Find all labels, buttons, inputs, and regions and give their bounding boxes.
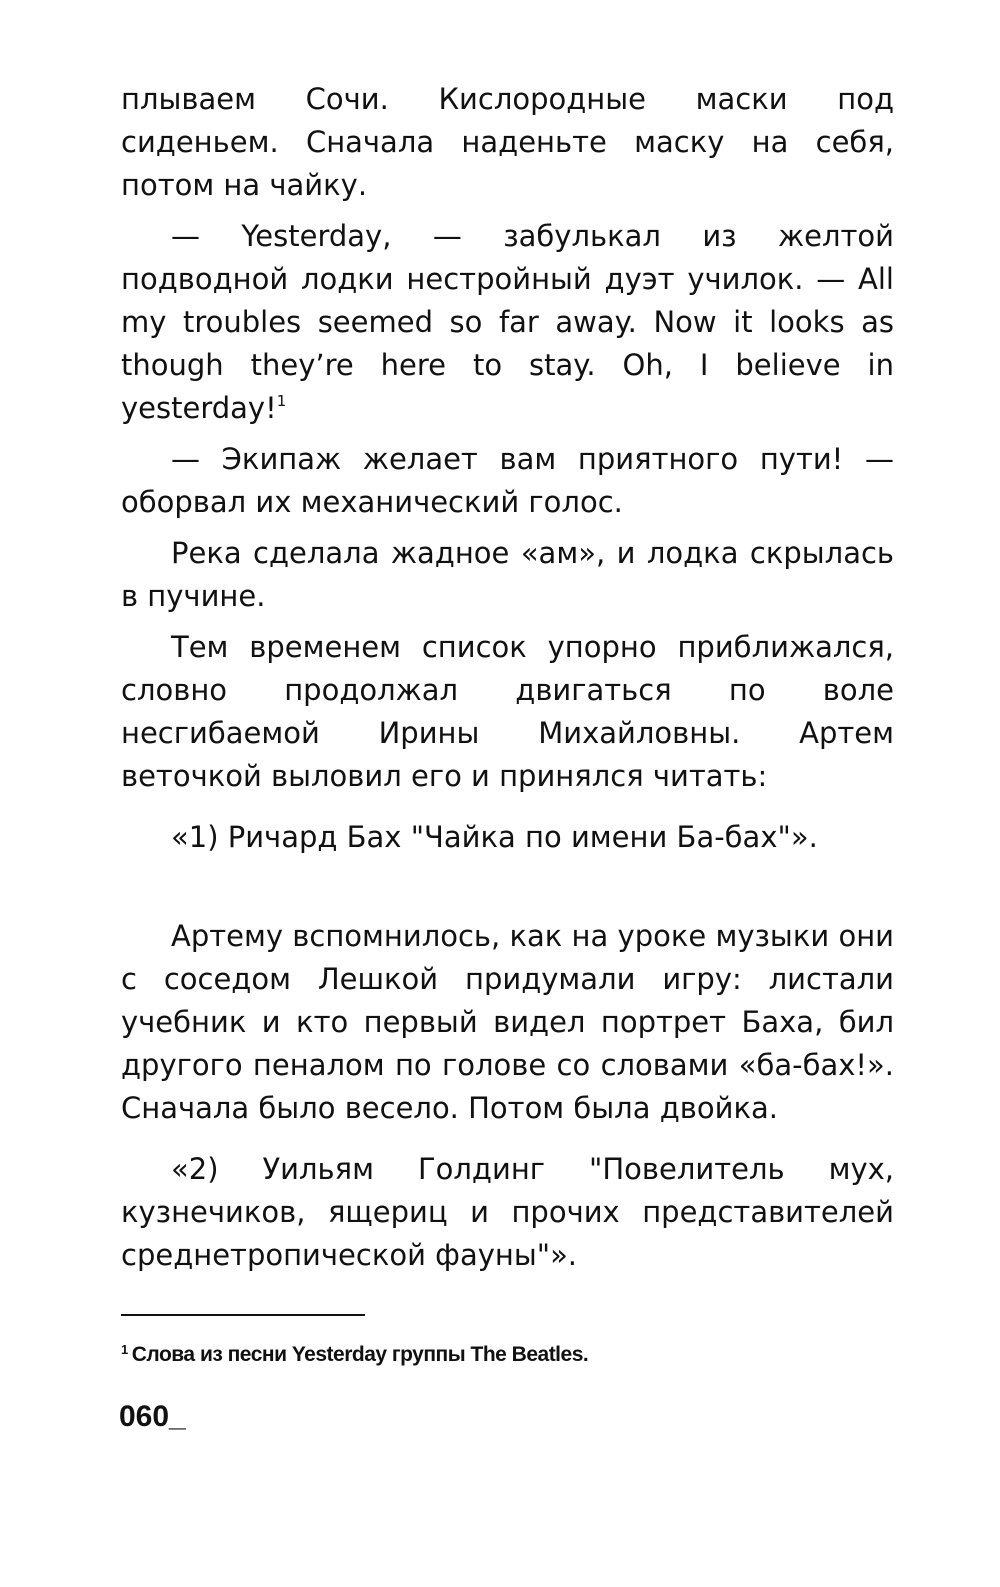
footnote xyxy=(121,1340,588,1370)
paragraph-5: Тем временем список упорно приближался, словно продолжал двигаться по воле несгибаемой Ирины Михайловны. Артем веточкой выловил его и принялся читать: xyxy=(121,630,894,793)
paragraph-3: — Экипаж желает вам приятного пути! — оборвал их механический голос. xyxy=(121,442,894,519)
footnote-reference: 1 xyxy=(276,392,287,410)
footnote-marker: 1 xyxy=(121,1342,128,1357)
page-number: 060_ xyxy=(119,1400,186,1433)
list-item-1: «1) Ричард Бах "Чайка по имени Ба-бах"». xyxy=(171,820,818,854)
page-body xyxy=(121,78,894,1277)
paragraph-6: Артему вспомнилось, как на уроке музыки они с соседом Лешкой придумали игру: листали учебник и кто первый видел портрет Баха, бил другого пеналом по голове со словами «ба-бах!». Сначала было весело. Потом была двойка. xyxy=(121,919,894,1125)
paragraph-4: Река сделала жадное «ам», и лодка скрылась в пучине. xyxy=(121,536,894,613)
footnote-divider xyxy=(121,1314,365,1316)
paragraph-1: плываем Сочи. Кислородные маски под сиденьем. Сначала наденьте маску на себя, потом на чайку. xyxy=(121,82,894,202)
paragraph-2: — Yesterday, — забулькал из желтой подводной лодки нестройный дуэт училок. — All my troubles seemed so far away. Now it looks as though they’re here to stay. Oh, I believe in yesterday!$^1$ xyxy=(121,219,894,425)
list-item-2: «2) Уильям Голдинг "Повелитель мух, кузнечиков, ящериц и прочих представителей среднетропической фауны"». xyxy=(121,1152,894,1272)
footnote-text: Слова из песни Yesterday группы The Beatles. xyxy=(131,1343,589,1366)
